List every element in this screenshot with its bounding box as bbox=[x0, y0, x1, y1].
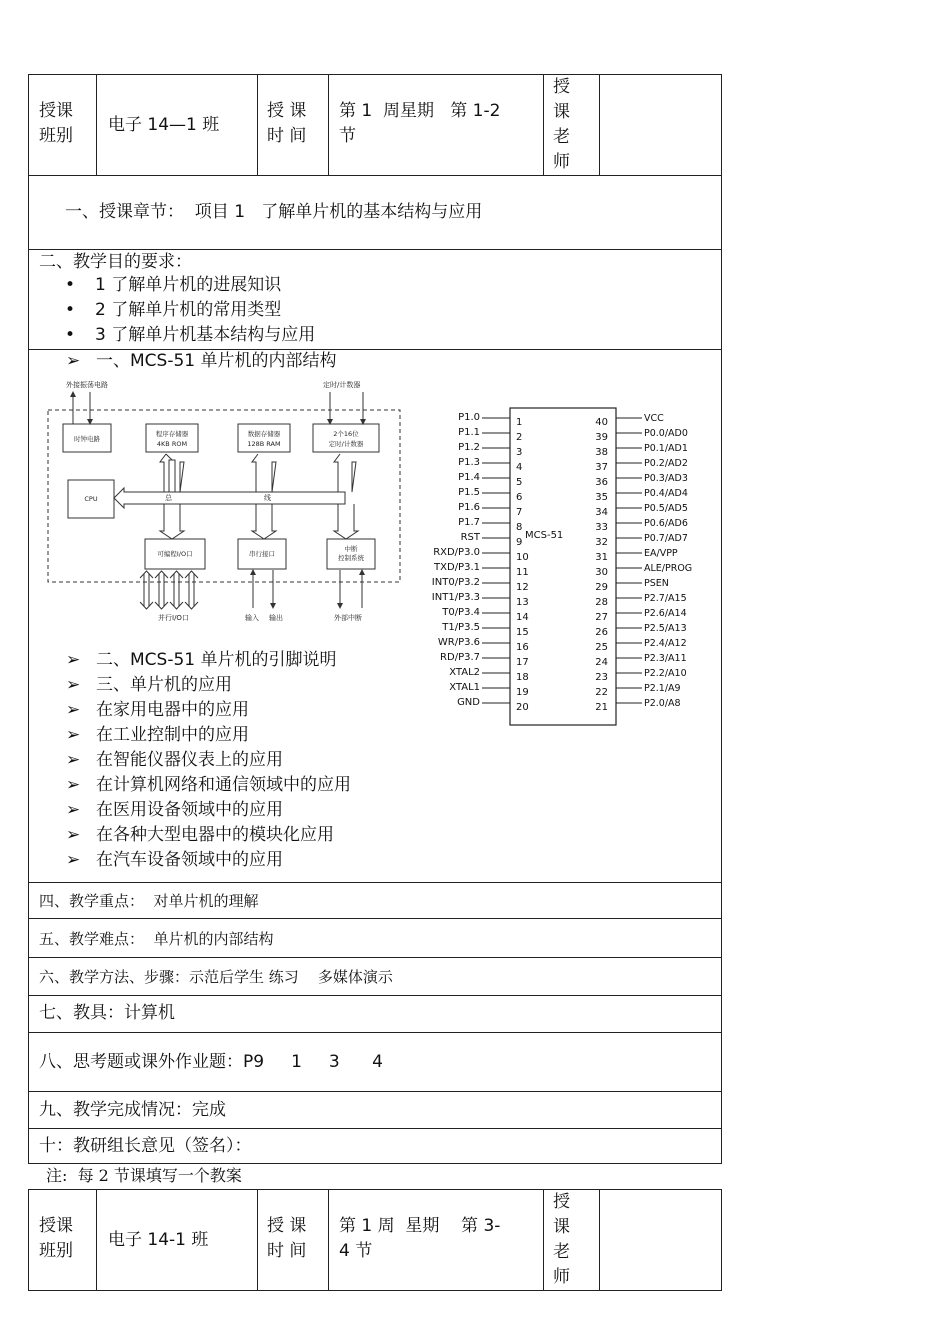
chapter-text: 一、授课章节： 项目 1 了解单片机的基本结构与应用 bbox=[65, 202, 483, 222]
objectives-heading: 二、教学目的要求： bbox=[39, 252, 192, 272]
rom-text-1: 程序存储器 bbox=[155, 430, 189, 438]
pin-name-left: P1.0 bbox=[458, 412, 480, 423]
parallel-io-label: 并行I/O口 bbox=[158, 614, 189, 622]
pin-name-right: P2.6/A14 bbox=[644, 608, 687, 619]
in-label: 输入 bbox=[245, 614, 259, 622]
homework-text: 八、思考题或课外作业题：P9 1 3 4 bbox=[39, 1052, 383, 1072]
time-value-2: 第 1 周 星期 第 3- 4 节 bbox=[339, 1216, 501, 1261]
pin-name-right: P2.5/A13 bbox=[644, 623, 687, 634]
arrow-right-icon: ➢ bbox=[66, 650, 81, 670]
objective-item: • 1 了解单片机的进展知识 bbox=[65, 273, 281, 298]
pin-name-left: GND bbox=[457, 697, 480, 708]
out-label: 输出 bbox=[269, 614, 283, 622]
content-item: ➢ 三、单片机的应用 bbox=[66, 673, 232, 698]
pin-number-left: 6 bbox=[516, 492, 523, 503]
parallel-io-arrows bbox=[140, 571, 198, 609]
ext-interrupt-label: 外部中断 bbox=[334, 614, 362, 622]
content-item: ➢ 在家用电器中的应用 bbox=[66, 698, 249, 723]
time-value: 第 1 周星期 第 1-2 节 bbox=[339, 101, 501, 146]
pin-number-left: 17 bbox=[516, 657, 529, 668]
cpu-text: CPU bbox=[84, 495, 98, 503]
content-item: ➢ 在智能仪器仪表上的应用 bbox=[66, 748, 283, 773]
note-text: 注: 每 2 节课填写一个教案 bbox=[46, 1166, 242, 1185]
time-value-cell bbox=[328, 74, 544, 176]
pin-name-right: P2.2/A10 bbox=[644, 668, 687, 679]
content-item: ➢ 二、MCS-51 单片机的引脚说明 bbox=[66, 648, 337, 673]
pin-number-right: 36 bbox=[595, 477, 608, 488]
arrow-right-icon: ➢ bbox=[66, 750, 81, 770]
pin-number-left: 9 bbox=[516, 537, 523, 548]
arrow-right-icon: ➢ bbox=[66, 800, 81, 820]
pin-name-right: ALE/PROG bbox=[644, 563, 693, 574]
timer-text-2: 定时/计数器 bbox=[328, 440, 364, 448]
class-label: 授课 班别 bbox=[39, 101, 73, 146]
pin-number-right: 26 bbox=[595, 627, 608, 638]
pin-name-left: RST bbox=[460, 532, 480, 543]
content-item: ➢ 在医用设备领域中的应用 bbox=[66, 798, 283, 823]
bus-shape bbox=[114, 454, 358, 539]
arrow-right-icon: ➢ bbox=[66, 850, 81, 870]
method-text: 六、教学方法、步骤：示范后学生 练习 多媒体演示 bbox=[39, 968, 393, 986]
class-value: 电子 14—1 班 bbox=[108, 115, 220, 135]
interrupt-text-1: 中断 bbox=[344, 545, 358, 553]
pin-number-left: 3 bbox=[516, 447, 523, 458]
method-row bbox=[28, 957, 722, 996]
pin-name-right: PSEN bbox=[644, 578, 669, 589]
pin-name-right: VCC bbox=[644, 413, 664, 424]
teacher-label: 授 课 老 师 bbox=[553, 77, 570, 172]
pin-name-left: WR/P3.6 bbox=[437, 637, 480, 648]
content-item: ➢ 在各种大型电器中的模块化应用 bbox=[66, 823, 334, 848]
internal-structure-diagram bbox=[40, 376, 420, 626]
pin-name-right: P0.5/AD5 bbox=[644, 503, 688, 514]
bullet-icon: • bbox=[65, 325, 76, 345]
teacher-label-cell bbox=[543, 74, 600, 176]
pin-name-right: P0.2/AD2 bbox=[644, 458, 688, 469]
pin-name-left: P1.2 bbox=[458, 442, 480, 453]
pin-number-right: 34 bbox=[595, 507, 608, 518]
pin-number-left: 4 bbox=[516, 462, 523, 473]
pin-number-right: 40 bbox=[595, 417, 608, 428]
key-point-row bbox=[28, 882, 722, 919]
time-value-cell-2 bbox=[328, 1189, 544, 1291]
pin-name-left: TXD/P3.1 bbox=[434, 562, 480, 573]
ram-text-1: 数据存储器 bbox=[247, 430, 281, 438]
pin-name-left: P1.3 bbox=[458, 457, 480, 468]
class-label-2: 授课 班别 bbox=[39, 1216, 73, 1261]
pin-number-left: 13 bbox=[516, 597, 529, 608]
pio-text: 可编程I/O口 bbox=[157, 550, 193, 558]
completion-text: 九、教学完成情况：完成 bbox=[39, 1100, 226, 1120]
clock-text: 时钟电路 bbox=[74, 435, 100, 443]
time-label: 授 课 时 间 bbox=[267, 101, 307, 146]
pin-name-right: P2.1/A9 bbox=[644, 683, 681, 694]
bullet-icon: • bbox=[65, 300, 76, 320]
completion-row bbox=[28, 1091, 722, 1129]
class-value-cell-2 bbox=[96, 1189, 258, 1291]
pin-number-left: 7 bbox=[516, 507, 523, 518]
time-label-2: 授 课 时 间 bbox=[267, 1216, 307, 1261]
pin-name-right: P2.4/A12 bbox=[644, 638, 687, 649]
chapter-row bbox=[28, 175, 722, 250]
pin-number-left: 20 bbox=[516, 702, 529, 713]
homework-row bbox=[28, 1032, 722, 1092]
pin-name-left: INT0/P3.2 bbox=[431, 577, 480, 588]
timer-top-label: 定时/计数器 bbox=[323, 381, 361, 389]
content-item: ➢ 一、MCS-51 单片机的内部结构 bbox=[66, 349, 337, 374]
content-item: ➢ 在工业控制中的应用 bbox=[66, 723, 249, 748]
teacher-label-cell-2 bbox=[543, 1189, 600, 1291]
pin-number-right: 35 bbox=[595, 492, 608, 503]
time-label-cell bbox=[257, 74, 329, 176]
pin-name-right: P2.0/A8 bbox=[644, 698, 681, 709]
pin-name-left: XTAL2 bbox=[449, 667, 480, 678]
pin-name-left: T0/P3.4 bbox=[442, 607, 480, 618]
teacher-value-cell[interactable] bbox=[599, 74, 722, 176]
chip-label: MCS-51 bbox=[525, 530, 564, 541]
pinout-diagram bbox=[420, 400, 710, 735]
pin-number-right: 29 bbox=[595, 582, 608, 593]
objective-item: • 3 了解单片机基本结构与应用 bbox=[65, 323, 315, 348]
timer-text-1: 2个16位 bbox=[333, 430, 359, 438]
pin-number-left: 11 bbox=[516, 567, 529, 578]
arrow-right-icon: ➢ bbox=[66, 725, 81, 745]
pin-number-right: 21 bbox=[595, 702, 608, 713]
class-value-2: 电子 14-1 班 bbox=[108, 1230, 209, 1250]
arrow-right-icon: ➢ bbox=[66, 700, 81, 720]
pin-name-left: P1.1 bbox=[458, 427, 480, 438]
pin-number-left: 1 bbox=[516, 417, 523, 428]
interrupt-text-2: 控制系统 bbox=[338, 554, 364, 562]
tools-text: 七、教具：计算机 bbox=[39, 1003, 175, 1023]
opinion-row bbox=[28, 1128, 722, 1164]
pin-name-right: P0.3/AD3 bbox=[644, 473, 688, 484]
bullet-icon: • bbox=[65, 275, 76, 295]
difficulty-text: 五、教学难点： 单片机的内部结构 bbox=[39, 930, 274, 948]
objective-item: • 2 了解单片机的常用类型 bbox=[65, 298, 281, 323]
class-value-cell bbox=[96, 74, 258, 176]
class-label-cell bbox=[28, 74, 97, 176]
ram-text-2: 128B RAM bbox=[247, 440, 281, 448]
key-point-text: 四、教学重点： 对单片机的理解 bbox=[39, 892, 259, 910]
pin-name-right: P2.7/A15 bbox=[644, 593, 687, 604]
teacher-label-2: 授 课 老 师 bbox=[553, 1192, 570, 1287]
pin-name-left: P1.5 bbox=[458, 487, 480, 498]
pin-name-left: RXD/P3.0 bbox=[433, 547, 480, 558]
pin-name-left: XTAL1 bbox=[449, 682, 480, 693]
pin-name-left: P1.4 bbox=[458, 472, 480, 483]
pin-number-right: 24 bbox=[595, 657, 608, 668]
pin-number-left: 5 bbox=[516, 477, 523, 488]
serial-text: 串行接口 bbox=[249, 550, 275, 558]
pin-name-left: RD/P3.7 bbox=[440, 652, 480, 663]
rom-text-2: 4KB ROM bbox=[156, 440, 188, 448]
pin-name-left: INT1/P3.3 bbox=[431, 592, 480, 603]
pin-number-right: 39 bbox=[595, 432, 608, 443]
ext-osc-label: 外接振荡电路 bbox=[66, 381, 108, 389]
bus-text-1: 总 bbox=[165, 494, 172, 502]
pin-number-right: 33 bbox=[595, 522, 608, 533]
pin-number-right: 37 bbox=[595, 462, 608, 473]
arrow-right-icon: ➢ bbox=[66, 825, 81, 845]
arrow-right-icon: ➢ bbox=[66, 775, 81, 795]
pin-name-right: P0.1/AD1 bbox=[644, 443, 688, 454]
pin-number-left: 15 bbox=[516, 627, 529, 638]
class-label-cell-2 bbox=[28, 1189, 97, 1291]
content-item: ➢ 在计算机网络和通信领域中的应用 bbox=[66, 773, 351, 798]
pin-number-right: 27 bbox=[595, 612, 608, 623]
pin-number-right: 32 bbox=[595, 537, 608, 548]
pin-number-right: 31 bbox=[595, 552, 608, 563]
pin-name-right: P0.4/AD4 bbox=[644, 488, 688, 499]
pin-name-right: P0.6/AD6 bbox=[644, 518, 688, 529]
tools-row bbox=[28, 995, 722, 1033]
arrow-right-icon: ➢ bbox=[66, 351, 81, 371]
pin-number-left: 16 bbox=[516, 642, 529, 653]
bus-text-2: 线 bbox=[264, 494, 271, 502]
teacher-value-cell-2[interactable] bbox=[599, 1189, 722, 1291]
pin-name-right: P0.7/AD7 bbox=[644, 533, 688, 544]
time-label-cell-2 bbox=[257, 1189, 329, 1291]
pin-name-left: T1/P3.5 bbox=[442, 622, 480, 633]
pin-number-left: 18 bbox=[516, 672, 529, 683]
opinion-text: 十：教研组长意见（签名）： bbox=[39, 1136, 252, 1156]
pin-number-right: 23 bbox=[595, 672, 608, 683]
pin-number-left: 12 bbox=[516, 582, 529, 593]
pin-number-right: 22 bbox=[595, 687, 608, 698]
pin-number-left: 14 bbox=[516, 612, 529, 623]
pin-number-left: 19 bbox=[516, 687, 529, 698]
pin-number-left: 10 bbox=[516, 552, 529, 563]
pin-name-right: P2.3/A11 bbox=[644, 653, 687, 664]
pin-name-right: EA/VPP bbox=[644, 548, 678, 559]
pin-number-right: 28 bbox=[595, 597, 608, 608]
pin-number-right: 25 bbox=[595, 642, 608, 653]
pin-name-left: P1.6 bbox=[458, 502, 480, 513]
pin-number-right: 30 bbox=[595, 567, 608, 578]
pin-number-left: 8 bbox=[516, 522, 523, 533]
difficulty-row bbox=[28, 918, 722, 958]
pin-name-right: P0.0/AD0 bbox=[644, 428, 688, 439]
pin-name-left: P1.7 bbox=[458, 517, 480, 528]
pin-number-right: 38 bbox=[595, 447, 608, 458]
pin-number-left: 2 bbox=[516, 432, 523, 443]
content-item: ➢ 在汽车设备领域中的应用 bbox=[66, 848, 283, 873]
arrow-right-icon: ➢ bbox=[66, 675, 81, 695]
